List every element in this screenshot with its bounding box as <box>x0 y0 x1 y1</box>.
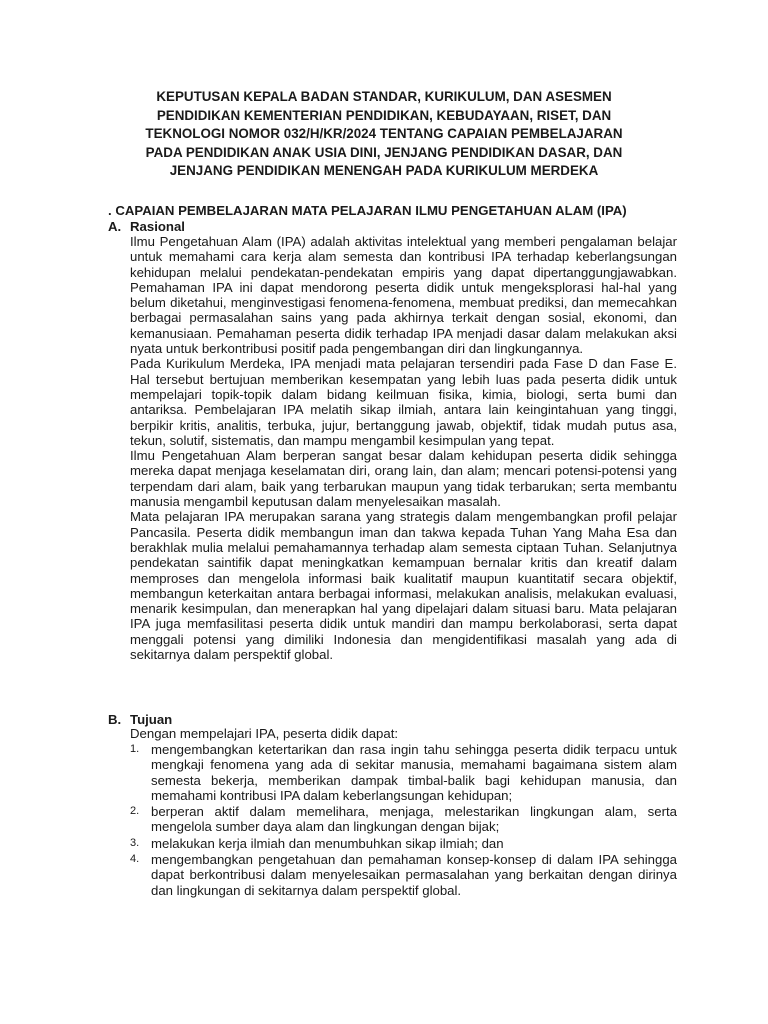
tujuan-list <box>130 742 677 898</box>
list-item-number: 1. <box>130 743 140 755</box>
rasional-paragraph: Ilmu Pengetahuan Alam berperan sangat besar dalam kehidupan peserta didik sehingga mereka dapat menjaga keselamatan diri, orang lain, dan alam; mencari potensi-potensi yang terpendam dari alam, baik yang terbarukan maupun yang tidak terbarukan; serta membantu manusia mengambil keputusan dalam menyelesaikan masalah. <box>130 448 677 510</box>
list-item <box>130 836 677 851</box>
list-item <box>130 852 677 898</box>
list-item <box>130 804 677 835</box>
list-item <box>130 742 677 803</box>
list-item-text: berperan aktif dalam memelihara, menjaga, melestarikan lingkungan alam, serta mengelola sumber daya alam dan lingkungan dengan bijak; <box>151 804 677 835</box>
title-line: KEPUTUSAN KEPALA BADAN STANDAR, KURIKULUM, DAN ASESMEN <box>156 89 612 104</box>
title-line: PENDIDIKAN KEMENTERIAN PENDIDIKAN, KEBUDAYAAN, RISET, DAN <box>156 107 612 123</box>
list-item-text: melakukan kerja ilmiah dan menumbuhkan sikap ilmiah; dan <box>151 835 504 851</box>
tujuan-letter: B. <box>108 712 122 727</box>
rasional-heading-text: Rasional <box>130 219 185 234</box>
rasional-paragraph: Ilmu Pengetahuan Alam (IPA) adalah aktivitas intelektual yang memberi pengalaman belajar untuk memahami cara kerja alam semesta dan kontribusi IPA terhadap keberlangsungan kehidupan melalui pendekatan-pendekatan empiris yang dapat dipertanggungjawabkan. Pemahaman IPA ini dapat mendorong peserta didik untuk mengeksplorasi hal-hal yang belum diketahui, menginvestigasi fenomena-fenomena, membuat prediksi, dan memecahkan berbagai permasalahan sains yang pada akhirnya terkait dengan sosial, ekonomi, dan kemanusiaan. Pemahaman peserta didik terhadap IPA menjadi dasar dalam melakukan aksi nyata untuk berkontribusi positif pada pengembangan diri dan lingkungannya. <box>130 234 677 357</box>
list-item-number: 4. <box>130 853 140 866</box>
rasional-heading <box>108 219 185 235</box>
rasional-paragraph: Mata pelajaran IPA merupakan sarana yang strategis dalam mengembangkan profil pelajar Pancasila. Peserta didik membangun iman dan takwa kepada Tuhan Yang Maha Esa dan berakhlak mulia melalui pemahamannya terhadap alam semesta ciptaan Tuhan. Selanjutnya pendekatan saintifik dapat meningkatkan kemampuan bernalar kritis dan kreatif dalam memproses dan mengelola informasi baik kualitatif maupun kuantitatif secara objektif, membangun keterkaitan antara berbagai informasi, melakukan analisis, melakukan evaluasi, menarik kesimpulan, dan menerapkan hal yang dipelajari dalam situasi baru. Mata pelajaran IPA juga memfasilitasi peserta didik untuk mandiri dan mampu berkolaborasi, serta dapat menggali potensi yang dimiliki Indonesia dan mengidentifikasi masalah yang ada di sekitarnya dalam perspektif global. <box>130 509 677 663</box>
title-line: TEKNOLOGI NOMOR 032/H/KR/2024 TENTANG CAPAIAN PEMBELAJARAN <box>145 126 623 142</box>
list-item-number: 3. <box>130 836 140 849</box>
list-item-number: 2. <box>130 805 140 818</box>
tujuan-heading-text: Tujuan <box>130 712 173 727</box>
rasional-body <box>130 234 677 662</box>
rasional-paragraph: Pada Kurikulum Merdeka, IPA menjadi mata pelajaran tersendiri pada Fase D dan Fase E. Hal tersebut bertujuan memberikan kesempatan yang lebih luas pada peserta didik untuk mempelajari topik-topik dalam bidang keilmuan fisika, kimia, biologi, serta bumi dan antariksa. Pembelajaran IPA melatih sikap ilmiah, antara lain keingintahuan yang tinggi, berpikir kritis, analitis, terbuka, jujur, bertanggung jawab, objektif, tidak mudah putus asa, tekun, solutif, sistematis, dan mampu mengambil kesimpulan yang tepat. <box>130 356 677 448</box>
section-heading: . CAPAIAN PEMBELAJARAN MATA PELAJARAN ILMU PENGETAHUAN ALAM (IPA) <box>108 203 627 218</box>
list-item-text: mengembangkan pengetahuan dan pemahaman konsep-konsep di dalam IPA sehingga dapat berkontribusi dalam menyelesaikan permasalahan yang berkaitan dengan dirinya dan lingkungan di sekitarnya dalam perspektif global. <box>151 852 677 898</box>
rasional-letter: A. <box>108 219 122 234</box>
list-item-text: mengembangkan ketertarikan dan rasa ingin tahu sehingga peserta didik terpacu untuk mengkaji fenomena yang ada di sekitar manusia, memahami bagaimana sistem alam semesta bekerja, memberikan dampak timbal-balik bagi kehidupan manusia, dan memahami kontribusi IPA dalam keberlangsungan kehidupan; <box>151 742 677 803</box>
title-line: PADA PENDIDIKAN ANAK USIA DINI, JENJANG PENDIDIKAN DASAR, DAN <box>145 144 623 160</box>
tujuan-intro: Dengan mempelajari IPA, peserta didik dapat: <box>130 726 399 741</box>
title-line: JENJANG PENDIDIKAN MENENGAH PADA KURIKULUM MERDEKA <box>169 163 599 179</box>
document-title <box>100 88 668 181</box>
